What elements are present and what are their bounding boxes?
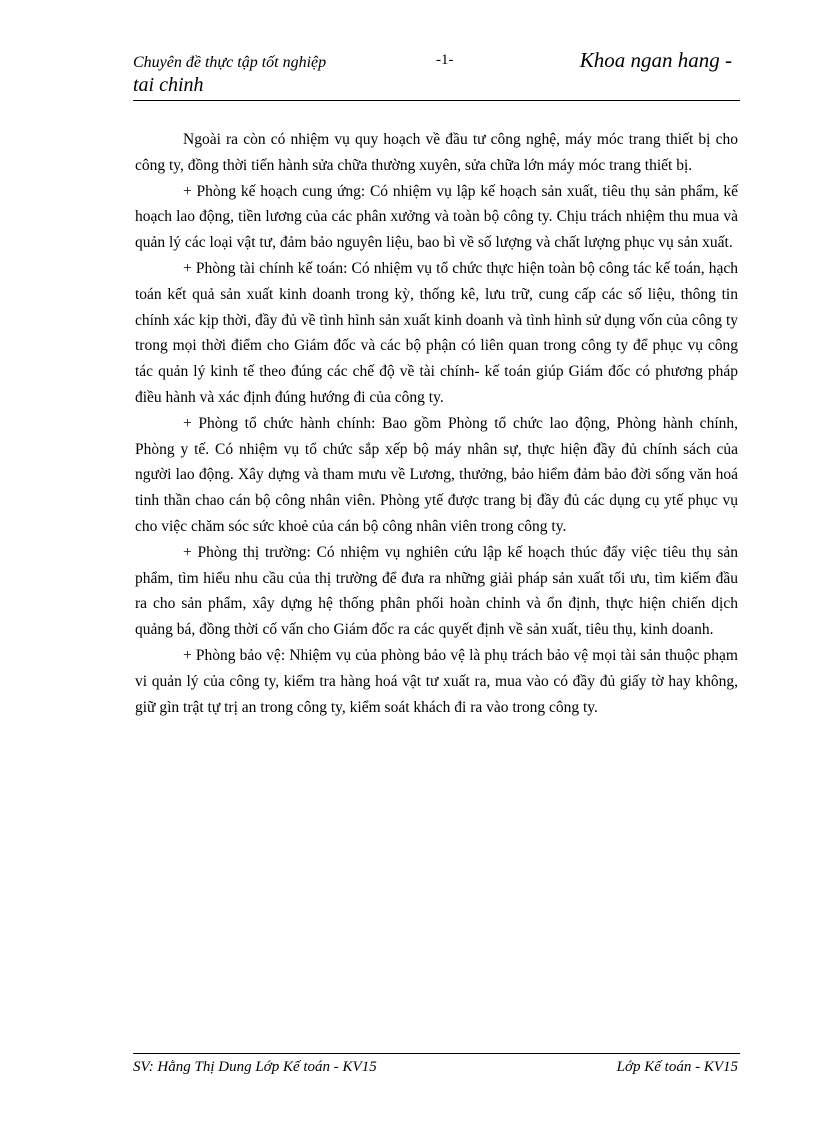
header-left-title: Chuyên đề thực tập tốt nghiệp (133, 54, 327, 71)
paragraph: + Phòng tổ chức hành chính: Bao gồm Phòng tổ chức lao động, Phòng hành chính, Phòng y tế. Có nhiệm vụ tổ chức sắp xếp bộ máy nhân sự, thực hiện đầy đủ chính sách của người lao động. Xây dựng và tham mưu về Lương, thưởng, bảo hiểm đảm bảo đời sống văn hoá tinh thần chao cán bộ công nhân viên. Phòng ytế được trang bị đầy đủ các dụng cụ ytế phục vụ cho việc chăm sóc sức khoẻ của cán bộ công nhân viên trong công ty. (135, 414, 738, 535)
page-footer (133, 1053, 740, 1075)
paragraph: + Phòng tài chính kế toán: Có nhiệm vụ tổ chức thực hiện toàn bộ công tác kế toán, hạch toán kết quả sản xuất kinh doanh trong kỳ, thống kê, lưu trữ, cung cấp các số liệu, thông tin chính xác kịp thời, đầy đủ về tình hình sản xuất kinh doanh và tình hình sử dụng vốn của công ty trong mọi thời điểm cho Giám đốc và các bộ phận có liên quan trong công ty để phục vụ công tác quản lý kinh tế theo đúng các chế độ về tài chính- kế toán giúp Giám đốc có phương pháp điều hành và xác định đúng hướng đi của công ty. (135, 259, 738, 406)
paragraph: + Phòng bảo vệ: Nhiệm vụ của phòng bảo vệ là phụ trách bảo vệ mọi tài sản thuộc phạm vi quản lý của công ty, kiểm tra hàng hoá vật tư xuất ra, mua vào có đầy đủ giấy tờ hay không, giữ gìn trật tự trị an trong công ty, kiểm soát khách đi ra vào trong công ty. (135, 646, 738, 716)
header-left-title-continued: tai chinh (133, 74, 204, 96)
paragraph: + Phòng kế hoạch cung ứng: Có nhiệm vụ lập kế hoạch sản xuất, tiêu thụ sản phẩm, kế hoạch lao động, tiền lương của các phân xưởng và toàn bộ công ty. Chịu trách nhiệm thu mua và quản lý các loại vật tư, đảm bảo nguyên liệu, bao bì về số lượng và chất lượng phục vụ sản xuất. (135, 182, 738, 252)
footer-left-text: SV: Hằng Thị Dung Lớp Kế toán - KV15 (133, 1059, 377, 1075)
document-body (135, 127, 738, 720)
footer-right-text: Lớp Kế toán - KV15 (616, 1059, 738, 1075)
paragraph: + Phòng thị trường: Có nhiệm vụ nghiên cứu lập kế hoạch thúc đẩy việc tiêu thụ sản phẩm, tìm hiểu nhu cầu của thị trường để đưa ra những giải pháp sản xuất tối ưu, tìm kiếm đầu ra cho sản phẩm, xây dựng hệ thống phân phối hoàn chỉnh và ổn định, thực hiện chiến dịch quảng bá, đồng thời cố vấn cho Giám đốc ra các quyết định về sản xuất, tiêu thụ, kinh doanh. (135, 543, 738, 639)
page-number: -1- (436, 52, 454, 68)
paragraph: Ngoài ra còn có nhiệm vụ quy hoạch về đầu tư công nghệ, máy móc trang thiết bị cho công ty, đồng thời tiến hành sửa chữa thường xuyên, sửa chữa lớn máy móc trang thiết bị. (135, 131, 738, 174)
header-right-title: Khoa ngan hang - (579, 48, 732, 72)
page-header (133, 48, 740, 101)
